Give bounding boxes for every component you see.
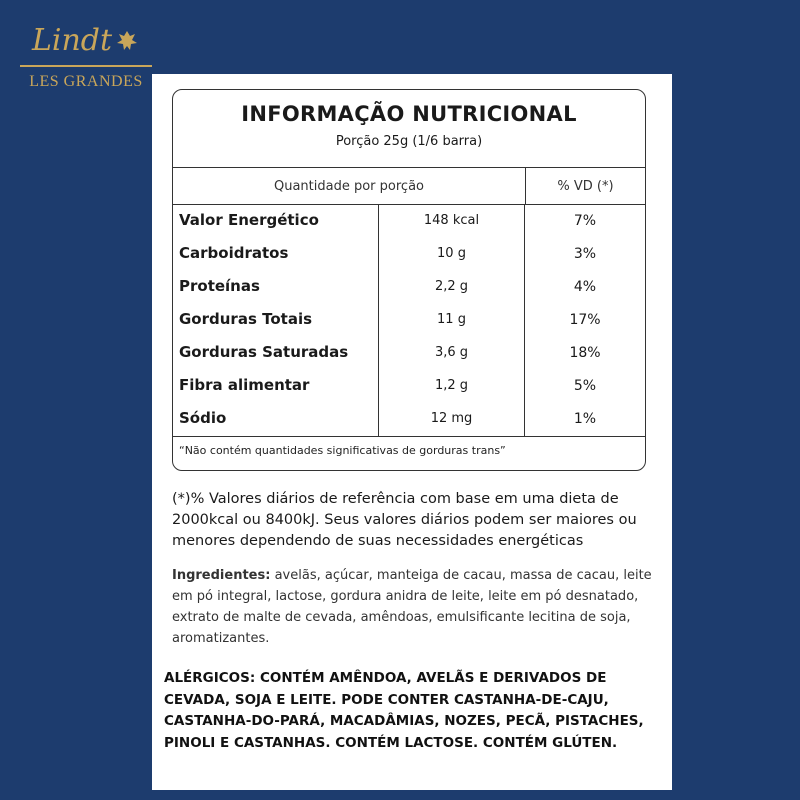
brand-logo-block bbox=[20, 24, 152, 91]
nutrient-qty: 11 g bbox=[378, 304, 525, 337]
nutrient-name: Valor Energético bbox=[179, 211, 319, 229]
nutrient-name: Gorduras Saturadas bbox=[179, 343, 349, 361]
daily-value-note: (*)% Valores diários de referência com base em uma dieta de 2000kcal ou 8400kJ. Seus valores diários podem ser maiores ou menores dependendo de suas necessidades energéticas bbox=[172, 491, 637, 549]
nutrient-name: Gorduras Totais bbox=[179, 310, 313, 328]
ingredients bbox=[172, 565, 652, 649]
nutrient-name: Proteínas bbox=[179, 277, 260, 295]
table-row bbox=[173, 403, 645, 436]
table-row bbox=[173, 337, 645, 370]
trans-fat-note: “Não contém quantidades significativas de gorduras trans” bbox=[179, 444, 506, 457]
table-title: INFORMAÇÃO NUTRICIONAL bbox=[241, 102, 577, 126]
portion-label: Porção 25g (1/6 barra) bbox=[335, 134, 483, 149]
table-body bbox=[173, 205, 645, 436]
allergens-warning: ALÉRGICOS: CONTÉM AMÊNDOA, AVELÃS E DERIVADOS DE CEVADA, SOJA E LEITE. PODE CONTER CASTANHA-DE-CAJU, CASTANHA-DO-PARÁ, MACADÂMIAS, NOZES, PECÃ, PISTACHES, PINOLI E CASTANHAS. CONTÉM LACTOSE. CONTÉM GLÚTEN. bbox=[164, 670, 644, 751]
crest-icon bbox=[114, 28, 140, 54]
nutrient-vd: 5% bbox=[573, 378, 597, 394]
table-header bbox=[173, 167, 645, 205]
header-quantity: Quantidade por porção bbox=[273, 179, 424, 194]
nutrient-vd: 1% bbox=[573, 411, 597, 427]
nutrient-vd: 18% bbox=[569, 345, 601, 361]
nutrient-vd: 3% bbox=[573, 246, 597, 262]
table-row bbox=[173, 304, 645, 337]
ingredients-label: Ingredientes: bbox=[172, 568, 271, 583]
table-row bbox=[173, 370, 645, 403]
nutrient-vd: 17% bbox=[569, 312, 601, 328]
nutrient-vd: 4% bbox=[573, 279, 597, 295]
brand-divider bbox=[20, 65, 152, 67]
nutrition-table bbox=[172, 89, 646, 471]
table-footer-divider bbox=[173, 436, 645, 437]
table-row bbox=[173, 238, 645, 271]
brand-line: LES GRANDES bbox=[29, 73, 143, 90]
nutrient-name: Carboidratos bbox=[179, 244, 289, 262]
nutrient-vd: 7% bbox=[573, 213, 597, 229]
ingredients-text: avelãs, açúcar, manteiga de cacau, massa de cacau, leite em pó integral, lactose, gordura anidra de leite, leite em pó desnatado, extrato de malte de cevada, amêndoas, emulsificante lecitina de soja, aromatizantes. bbox=[172, 568, 652, 646]
nutrition-card bbox=[152, 74, 672, 790]
logo-wordmark: Lindt bbox=[31, 23, 113, 58]
nutrient-name: Fibra alimentar bbox=[179, 376, 310, 394]
lindt-logo bbox=[20, 24, 152, 58]
nutrient-qty: 12 mg bbox=[378, 403, 525, 436]
table-row bbox=[173, 205, 645, 238]
nutrient-qty: 2,2 g bbox=[378, 271, 525, 304]
header-vd: % VD (*) bbox=[525, 168, 645, 204]
nutrient-qty: 148 kcal bbox=[378, 205, 525, 238]
table-row bbox=[173, 271, 645, 304]
nutrient-qty: 10 g bbox=[378, 238, 525, 271]
nutrient-qty: 1,2 g bbox=[378, 370, 525, 403]
nutrient-name: Sódio bbox=[179, 409, 227, 427]
nutrient-qty: 3,6 g bbox=[378, 337, 525, 370]
